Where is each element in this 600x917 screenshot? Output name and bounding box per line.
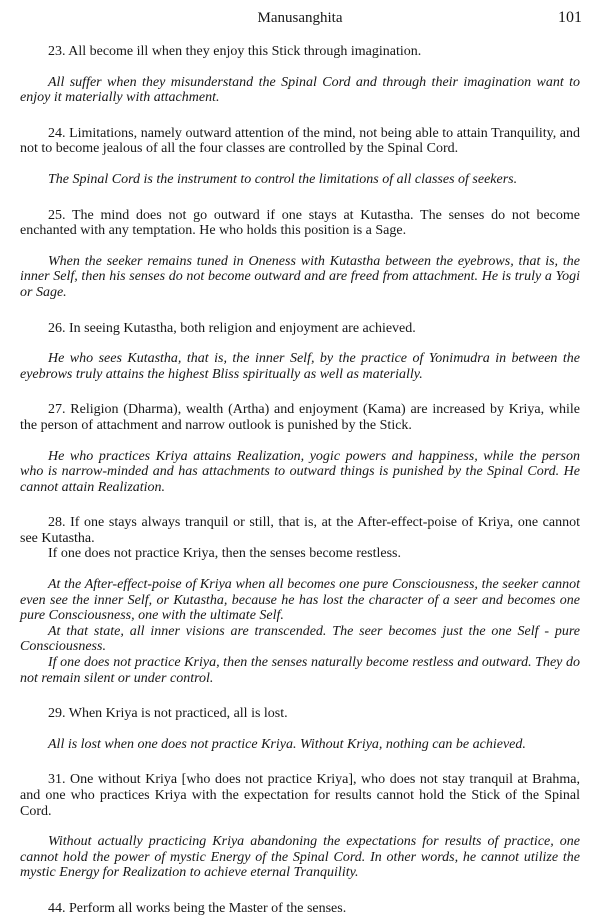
commentary-28-part-1: At the After-effect-poise of Kriya when all becomes one pure Consciousness, the seeker cannot even see the inner Self, or Kutastha, because he has lost the character of a seer and becomes one pure Consciousness, one with the ultimate Self. <box>20 577 580 624</box>
verse-44: 44. Perform all works being the Master of the senses. <box>48 900 347 916</box>
commentary-28-part-2: At that state, all inner visions are transcended. The seer becomes just the one Self - pure Consciousness. <box>20 623 580 655</box>
verse-26: 26. In seeing Kutastha, both religion and enjoyment are achieved. <box>48 320 416 336</box>
commentary-23: All suffer when they misunderstand the Spinal Cord and through their imagination want to enjoy it materially with attachment. <box>20 74 580 106</box>
verse-29: 29. When Kriya is not practiced, all is lost. <box>48 706 288 722</box>
commentary-26: He who sees Kutastha, that is, the inner Self, by the practice of Yonimudra in between the eyebrows truly attains the highest Bliss spiritually as well as materially. <box>20 351 580 382</box>
page-body <box>20 44 580 917</box>
commentary-29: All is lost when one does not practice Kriya. Without Kriya, nothing can be achieved. <box>48 736 526 752</box>
commentary-24: The Spinal Cord is the instrument to control the limitations of all classes of seekers. <box>48 171 518 187</box>
verse-28-continuation: If one does not practice Kriya, then the senses become restless. <box>48 546 401 562</box>
verse-28: 28. If one stays always tranquil or still, that is, at the After-effect-poise of Kriya, one cannot see Kutastha. <box>20 515 580 546</box>
commentary-31: Without actually practicing Kriya abandoning the expectations for results of practice, one cannot hold the power of mystic Energy of the Spinal Cord. In other words, he cannot utilize the mystic Energy for Realization to achieve eternal Tranquility. <box>20 834 580 881</box>
page-number: 101 <box>558 9 582 26</box>
page-header <box>18 6 582 30</box>
verse-24: 24. Limitations, namely outward attention of the mind, not being able to attain Tranquility, and not to become jealous of all the four classes are controlled by the Spinal Cord. <box>20 125 580 157</box>
commentary-27: He who practices Kriya attains Realization, yogic powers and happiness, while the person who is narrow-minded and has attachments to outward things is punished by the Spinal Cord. He cannot attain Realization. <box>20 448 580 495</box>
verse-25: 25. The mind does not go outward if one stays at Kutastha. The senses do not become enchanted with any temptation. He who holds this position is a Sage. <box>20 207 580 239</box>
running-title: Manusanghita <box>257 10 343 26</box>
verse-27: 27. Religion (Dharma), wealth (Artha) and enjoyment (Kama) are increased by Kriya, while the person of attachment and narrow outlook is punished by the Stick. <box>20 402 580 433</box>
verse-23: 23. All become ill when they enjoy this Stick through imagination. <box>48 44 422 59</box>
verse-31: 31. One without Kriya [who does not practice Kriya], who does not stay tranquil at Brahma, and one who practices Kriya with the expectation for results cannot hold the Stick of the Spinal Cord. <box>20 772 580 819</box>
commentary-25: When the seeker remains tuned in Oneness with Kutastha between the eyebrows, that is, the inner Self, then his senses do not become outward and are freed from attachment. He is truly a Yogi or Sage. <box>20 253 580 300</box>
commentary-28-part-3: If one does not practice Kriya, then the senses naturally become restless and outward. They do not remain silent or under control. <box>20 655 580 686</box>
